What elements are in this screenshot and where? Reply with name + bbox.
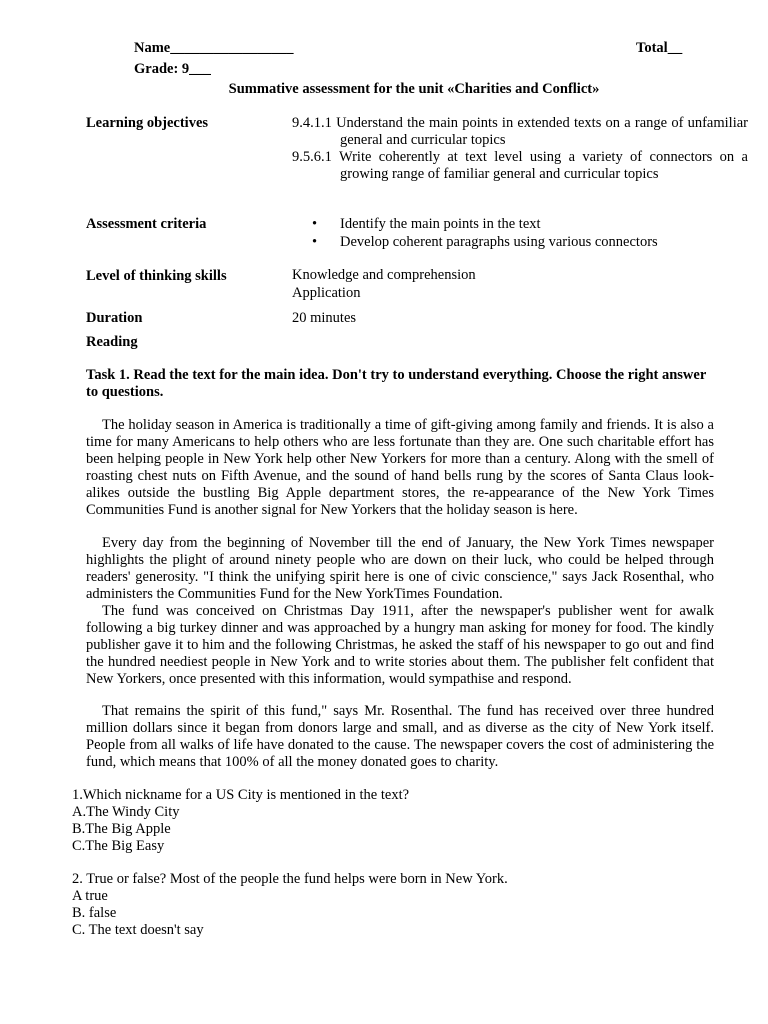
answer-option[interactable]: C.The Big Easy xyxy=(72,838,165,854)
section-heading: Reading xyxy=(86,334,138,350)
bullet-icon: • xyxy=(312,234,318,250)
task-instruction: Task 1. Read the text for the main idea. Don't try to understand everything. Choose the right answer to questions. xyxy=(86,367,707,400)
answer-option[interactable]: B.The Big Apple xyxy=(72,821,171,837)
reading-paragraph: The fund was conceived on Christmas Day 1911, after the newspaper's publisher went for awalk following a big turkey dinner and was approached by a hungry man asking for money for food. The kindly publisher gave it to him and the following Christmas, he asked the staff of his newspaper to go out and find the hundred neediest people in New York and to write stories about them. The publisher felt confident that New Yorkers, once presented with this information, would sympathise and respond. xyxy=(86,603,714,687)
page-title: Summative assessment for the unit «Charities and Conflict» xyxy=(228,81,600,97)
objective-item: 9.5.6.1 Write coherently at text level using a variety of connectors on a growing range of familiar general and curricular topics xyxy=(292,149,748,182)
reading-paragraph: That remains the spirit of this fund," says Mr. Rosenthal. The fund has received over three hundred million dollars since it began from donors large and small, and as diverse as the city of New York itself. People from all walks of life have donated to the cause. The newspaper covers the cost of administering the fund, which means that 100% of all the money donated goes to charity. xyxy=(86,703,714,770)
answer-option[interactable]: A.The Windy City xyxy=(72,804,180,820)
duration-value: 20 minutes xyxy=(292,310,357,326)
answer-option[interactable]: A true xyxy=(72,888,108,904)
question-prompt: 1.Which nickname for a US City is mentioned in the text? xyxy=(72,787,410,803)
question-prompt: 2. True or false? Most of the people the fund helps were born in New York. xyxy=(72,871,508,887)
duration-label: Duration xyxy=(86,310,143,326)
criteria-item: Develop coherent paragraphs using various connectors xyxy=(340,234,658,250)
reading-paragraph: The holiday season in America is traditionally a time of gift-giving among family and friends. It is also a time for many Americans to help others who are less fortunate than they are. One such charitable effort has been helping people in New York help other New Yorkers for more than a century. Along with the smell of roasting chest nuts on Fifth Avenue, and the sound of hand bells rung by the scores of Santa Claus look-alikes outside the bustling Big Apple department stores, the re-appearance of the New York Times Communities Fund is another signal for New Yorkers that the holiday season is here. xyxy=(86,417,714,518)
thinking-item: Knowledge and comprehension xyxy=(292,267,476,283)
objective-item: 9.4.1.1 Understand the main points in extended texts on a range of unfamiliar general and curricular topics xyxy=(292,115,748,148)
objectives-label: Learning objectives xyxy=(86,115,209,131)
criteria-item: Identify the main points in the text xyxy=(340,216,541,232)
answer-option[interactable]: C. The text doesn't say xyxy=(72,922,204,938)
answer-option[interactable]: B. false xyxy=(72,905,117,921)
reading-paragraph: Every day from the beginning of November till the end of January, the New York Times newspaper highlights the plight of around ninety people who are down on their luck, who could be helped through readers' generosity. "I think the unifying spirit here is one of civic conscience," says Jack Rosenthal, who administers the Communities Fund for the New YorkTimes Foundation. xyxy=(86,535,714,602)
name-field-label: Name_________________ xyxy=(134,40,294,56)
grade-field-label: Grade: 9___ xyxy=(134,61,211,77)
bullet-icon: • xyxy=(312,216,318,232)
total-field-label: Total__ xyxy=(636,40,683,56)
thinking-item: Application xyxy=(292,285,361,301)
thinking-label: Level of thinking skills xyxy=(86,268,227,284)
criteria-label: Assessment criteria xyxy=(86,216,207,232)
